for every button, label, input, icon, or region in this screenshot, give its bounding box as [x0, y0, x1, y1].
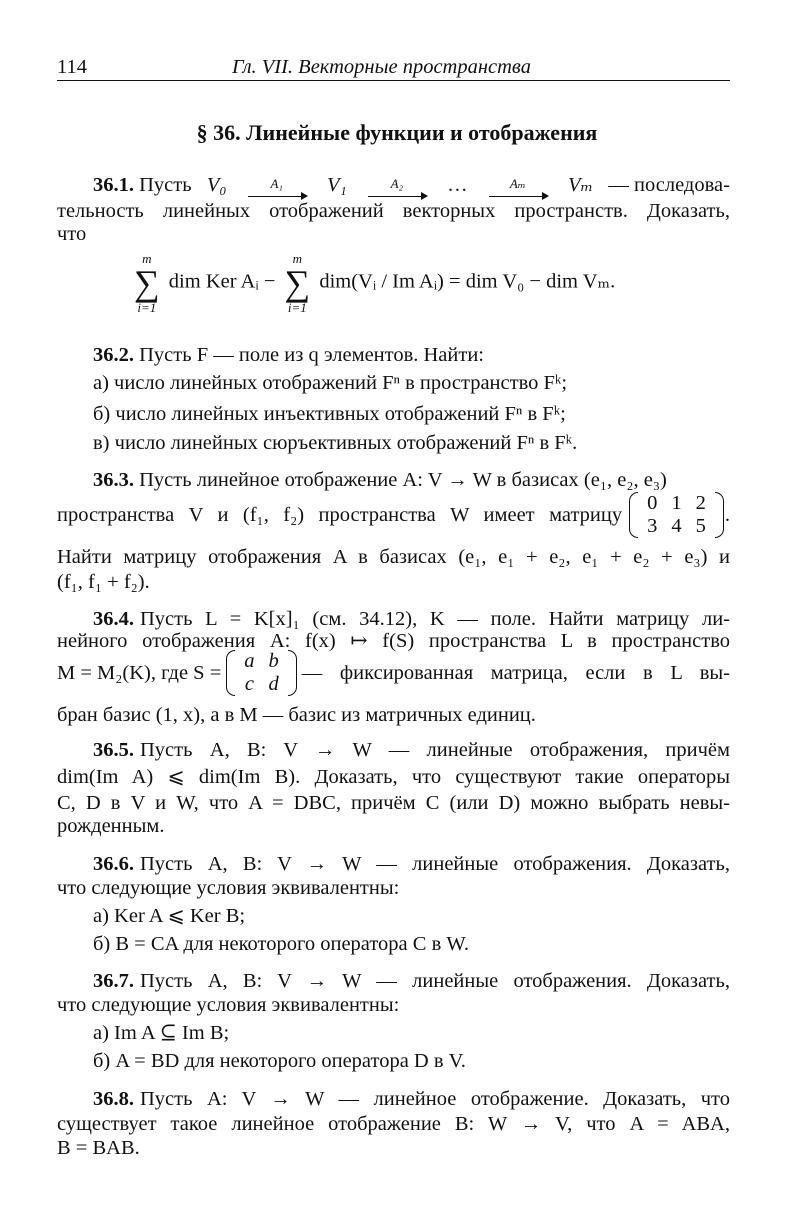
- problem-36-6-a: а) Ker A ⩽ Ker B;: [93, 905, 246, 927]
- text: — последова-: [608, 174, 730, 196]
- problem-36-8-line-3: B = BAB.: [57, 1137, 140, 1159]
- problem-36-7-b: б) A = BD для некоторого оператора D в V.: [93, 1050, 466, 1072]
- matrix-entry: c: [244, 673, 254, 695]
- text: .: [724, 503, 730, 526]
- problem-36-3-line-2: [57, 492, 730, 538]
- problem-36-1-line-1: [93, 173, 730, 197]
- matrix-entry: 2: [695, 492, 706, 514]
- problem-36-5-line-3: C, D в V и W, что A = DBC, причём C (или D) можно выбрать невы-: [57, 792, 730, 814]
- arrow-label: A₂: [390, 176, 404, 191]
- running-title: Гл. VII. Векторные пространства: [232, 56, 531, 78]
- problem-36-8-line-1: [93, 1087, 730, 1111]
- section-title: § 36. Линейные функции и отображения: [196, 120, 598, 145]
- problem-number: 36.1.: [93, 174, 134, 196]
- problem-36-7-line-2: что следующие условия эквивалентны:: [57, 994, 400, 1016]
- problem-36-3-line-4: (f₁, f₁ + f₂).: [57, 571, 150, 593]
- problem-36-6-line-1: [93, 852, 730, 876]
- problem-36-2-c: в) число линейных сюръективных отображений Fⁿ в Fᵏ.: [93, 432, 578, 454]
- problem-36-6-b: б) B = CA для некоторого оператора C в W.: [93, 933, 469, 955]
- text: пространства V и (f₁, f₂) пространства W имеет матрицу: [57, 503, 623, 526]
- problem-36-4-line-4: бран базис (1, x), а в M — базис из матричных единиц.: [57, 704, 536, 726]
- matrix-entry: 1: [671, 492, 682, 514]
- problem-number: 36.2.: [93, 344, 134, 366]
- text: Пусть L = K[x]₁ (см. 34.12), K — поле. Найти матрицу ли-: [140, 608, 730, 630]
- page-number: 114: [57, 56, 87, 78]
- arrow-label: Aₘ: [509, 176, 526, 191]
- text: Пусть F — поле из q элементов. Найти:: [139, 344, 485, 366]
- arrow-icon: [483, 176, 553, 197]
- upper-limit: m: [142, 251, 152, 266]
- problem-36-5-line-4: рожденным.: [57, 815, 165, 837]
- text: M = M₂(K), где S =: [57, 661, 222, 684]
- problem-number: 36.7.: [93, 970, 134, 992]
- matrix-entry: d: [268, 673, 279, 695]
- math: V₁: [326, 174, 347, 196]
- arrow-icon: [242, 176, 312, 197]
- arrow-label: A₁: [270, 176, 283, 191]
- problem-36-1-line-2: тельность линейных отображений векторных пространств. Доказать,: [57, 200, 730, 222]
- matrix: [225, 650, 298, 696]
- problem-36-6-line-2: что следующие условия эквивалентны:: [57, 877, 400, 899]
- problem-36-1-line-3: что: [57, 223, 87, 245]
- problem-36-4-line-1: [93, 607, 730, 631]
- problem-36-3-line-1: [93, 468, 730, 492]
- problem-36-5-line-1: [93, 738, 730, 762]
- arrow-icon: [362, 176, 432, 197]
- text: Пусть линейное отображение A: V → W в базисах (e₁, e₂, e₃): [139, 469, 667, 491]
- problem-36-5-line-2: dim(Im A) ⩽ dim(Im B). Доказать, что существуют такие операторы: [57, 766, 730, 788]
- upper-limit: m: [292, 251, 303, 266]
- problem-36-4-line-2: нейного отображения A: f(x) ↦ f(S) пространства L в пространство: [57, 630, 730, 652]
- problem-36-3-line-3: Найти матрицу отображения A в базисах (e₁, e₁ + e₂, e₁ + e₂ + e₃) и: [57, 546, 730, 568]
- text: Пусть A, B: V → W — линейные отображения. Доказать,: [140, 970, 730, 992]
- math: …: [447, 174, 468, 196]
- problem-number: 36.3.: [93, 469, 134, 491]
- matrix-entry: 5: [695, 515, 706, 537]
- lower-limit: i=1: [137, 300, 157, 315]
- matrix: [628, 492, 725, 538]
- formula-term: dim Ker Aᵢ −: [168, 270, 276, 293]
- problem-36-2-a: а) число линейных отображений Fⁿ в пространство Fᵏ;: [93, 372, 568, 394]
- formula-term: dim(Vᵢ / Im Aᵢ) = dim V₀ − dim Vₘ.: [319, 270, 616, 293]
- matrix-entry: 0: [647, 492, 658, 514]
- problem-36-7-a: а) Im A ⊆ Im B;: [93, 1022, 230, 1044]
- text: Пусть A: V → W — линейное отображение. Доказать, что: [140, 1088, 730, 1110]
- problem-36-7-line-1: [93, 969, 730, 993]
- text: Пусть A, B: V → W — линейные отображения. Доказать,: [140, 853, 730, 875]
- lower-limit: i=1: [287, 300, 307, 315]
- problem-number: 36.6.: [93, 853, 134, 875]
- math: V₀: [206, 174, 227, 196]
- sum-symbol: m ∑ i=1: [284, 251, 311, 315]
- text: Пусть: [139, 174, 192, 196]
- problem-36-2-b: б) число линейных инъективных отображений Fⁿ в Fᵏ;: [93, 403, 566, 425]
- problem-number: 36.4.: [93, 608, 134, 630]
- problem-number: 36.8.: [93, 1088, 134, 1110]
- problem-36-2-line-1: [93, 343, 730, 367]
- matrix-entry: 3: [647, 515, 658, 537]
- formula: [130, 252, 690, 314]
- matrix-entry: b: [268, 650, 279, 672]
- matrix-entry: 4: [671, 515, 682, 537]
- sum-symbol: m ∑ i=1: [134, 251, 160, 315]
- text: Пусть A, B: V → W — линейные отображения, причём: [140, 739, 730, 761]
- math: Vₘ: [568, 174, 594, 196]
- text: — фиксированная матрица, если в L вы-: [301, 661, 730, 684]
- problem-36-4-line-3: [57, 650, 730, 696]
- problem-number: 36.5.: [93, 739, 134, 761]
- matrix-entry: a: [244, 650, 255, 672]
- running-header: [57, 56, 730, 81]
- problem-36-8-line-2: существует такое линейное отображение B: W → V, что A = ABA,: [57, 1113, 730, 1135]
